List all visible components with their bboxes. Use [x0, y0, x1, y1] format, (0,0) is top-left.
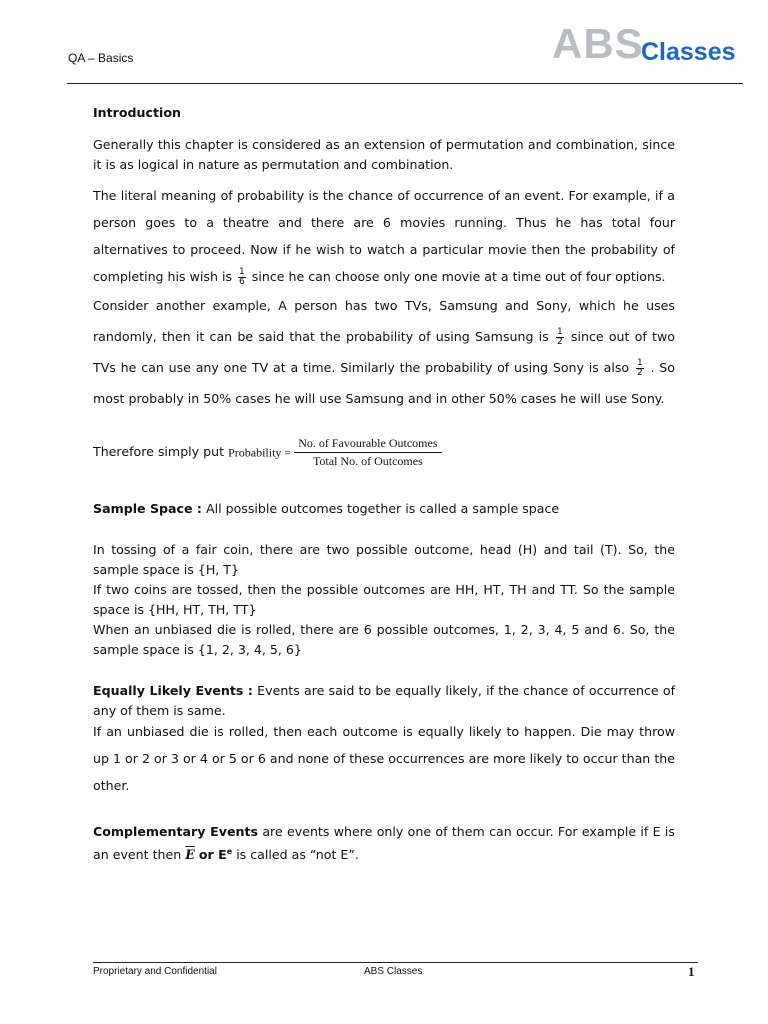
formula-lead: Therefore simply put [93, 444, 225, 459]
fraction-denominator: 2 [556, 337, 563, 347]
intro-p3-text-c: . So most probably in 50% cases he will use Samsung and in other 50% cases he will use Sony. [93, 360, 675, 406]
sample-space-example-1: In tossing of a fair coin, there are two possible outcome, head (H) and tail (T). So, the sample space is {H, T} [93, 542, 675, 577]
intro-p2-text-b: since he can choose only one movie at a time out of four options. [251, 269, 666, 284]
fraction-denominator: 6 [239, 277, 245, 287]
fraction-one-half [556, 328, 564, 347]
fraction-numerator: 1 [636, 358, 643, 368]
fraction-denominator: 2 [636, 368, 643, 378]
equally-likely-term: Equally Likely Events : [93, 683, 253, 698]
abs-classes-logo [552, 20, 752, 67]
probability-formula [228, 436, 441, 469]
footer-company: ABS Classes [364, 966, 423, 977]
intro-p3-text-a: Consider another example, A person has two TVs, Samsung and Sony, which he uses randomly, then it can be said that the probability of using Samsung is [93, 298, 675, 344]
logo-abs-text: ABS [552, 20, 644, 67]
footer-divider [93, 962, 698, 963]
intro-paragraph-1: Generally this chapter is considered as an extension of permutation and combination, since it is as logical in nature as permutation and combination. [93, 137, 675, 172]
sample-space-text: All possible outcomes together is called a sample space [205, 501, 560, 516]
logo-classes-text: Classes [641, 38, 736, 66]
page-number: 1 [688, 964, 695, 979]
intro-p2-text-a: The literal meaning of probability is the chance of occurrence of an event. For example, if a person goes to a theatre and there are 6 movies running. Thus he has total four alternatives to proceed. Now if he wish to watch a particular movie then the probability of completing his wish is [93, 188, 675, 284]
intro-p3-text-b: since out of two TVs he can use any one TV at a time. Similarly the probability of using Sony is also [93, 329, 675, 375]
equally-likely-example: If an unbiased die is rolled, then each outcome is equally likely to happen. Die may throw up 1 or 2 or 3 or 4 or 5 or 6 and none of these occurrences are more likely to occur than the other. [93, 724, 675, 793]
formula-denominator: Total No. of Outcomes [312, 454, 423, 468]
header-title: QA – Basics [68, 51, 134, 65]
fraction-numerator: 1 [239, 267, 245, 277]
formula-lhs: Probability = [228, 445, 292, 460]
equally-likely-definition [93, 681, 675, 721]
sample-space-term: Sample Space : [93, 501, 202, 516]
intro-paragraph-2 [93, 182, 675, 290]
e-superscript: e [226, 847, 233, 856]
footer-confidential: Proprietary and Confidential [93, 966, 217, 977]
complementary-text-b: is called as “not E”. [236, 847, 359, 863]
complementary-definition [93, 822, 675, 865]
sample-space-example-3: When an unbiased die is rolled, there are 6 possible outcomes, 1, 2, 3, 4, 5 and 6. So, the sample space is {1, 2, 3, 4, 5, 6} [93, 622, 675, 657]
e-bar-symbol: $\overline{E}$ [185, 847, 195, 863]
fraction-one-sixth [238, 268, 246, 287]
formula-fraction [294, 436, 441, 469]
or-e-text: or E [198, 847, 227, 863]
complementary-term: Complementary Events [93, 824, 258, 839]
probability-formula-line [93, 436, 675, 469]
fraction-one-half [636, 359, 644, 378]
sample-space-definition [93, 499, 675, 519]
complementary-text-a: are events where only one of them can occur. For example if E is an event then [93, 824, 675, 863]
intro-paragraph-3 [93, 290, 675, 414]
intro-heading: Introduction [93, 105, 181, 120]
equally-likely-text: Events are said to be equally likely, if the chance of occurrence of any of them is same. [93, 683, 675, 718]
sample-space-example-2: If two coins are tossed, then the possible outcomes are HH, HT, TH and TT. So the sample space is {HH, HT, TH, TT} [93, 582, 675, 617]
formula-numerator: No. of Favourable Outcomes [294, 436, 441, 453]
header-divider [67, 83, 743, 84]
fraction-numerator: 1 [556, 327, 563, 337]
document-body [93, 100, 675, 865]
